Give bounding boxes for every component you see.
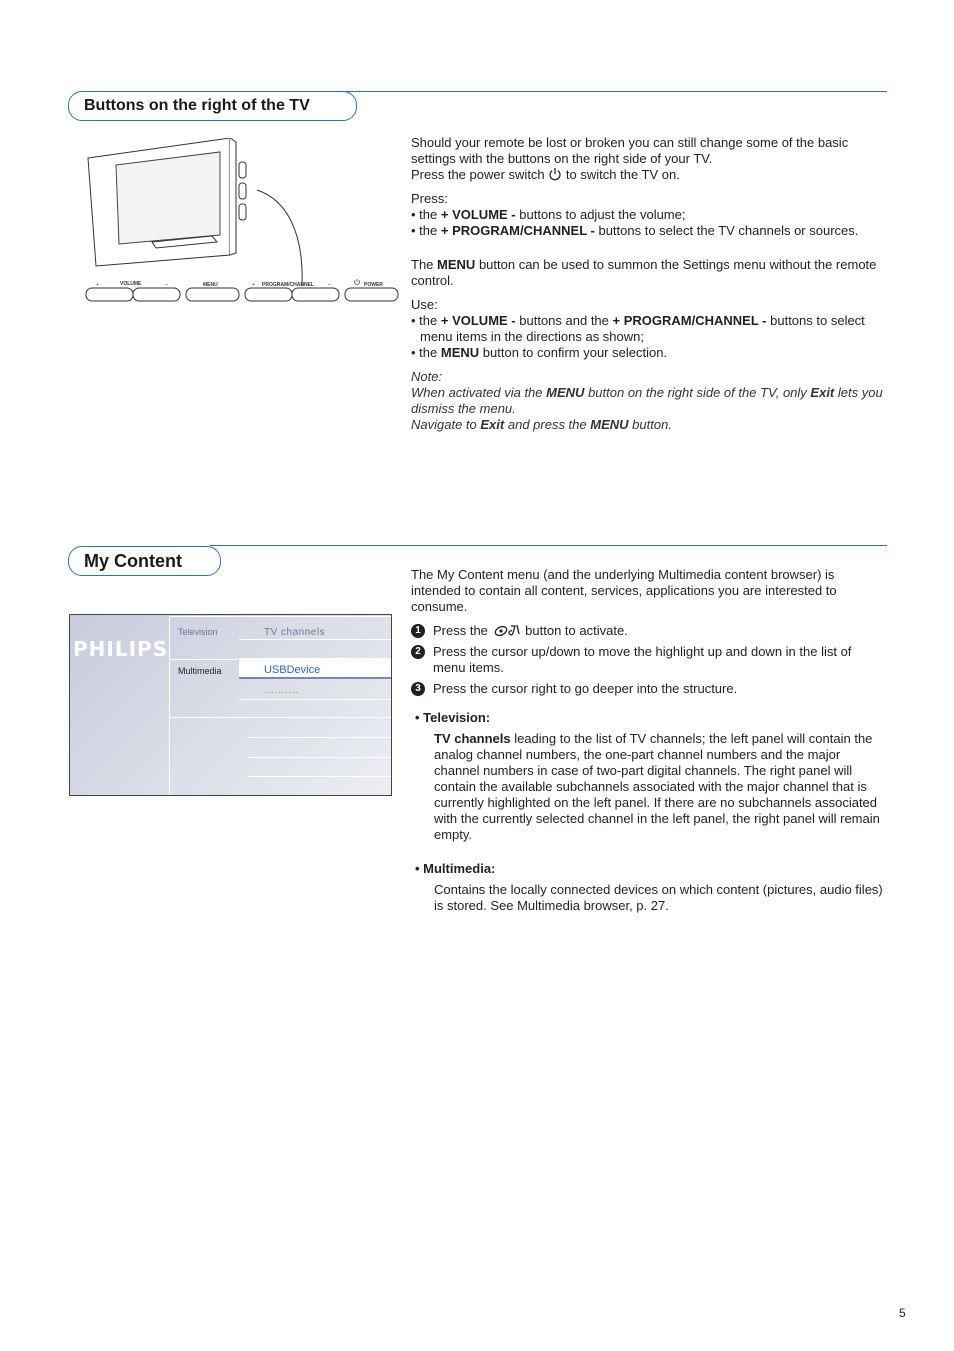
tv-side (230, 138, 236, 255)
step-3: 3 Press the cursor right to go deeper into the structure. (411, 681, 883, 697)
label-program: PROGRAM/CHANNEL (262, 282, 314, 288)
tv-screen (116, 152, 220, 244)
volume-minus-button (86, 288, 133, 301)
my-content-intro: The My Content menu (and the underlying Multimedia content browser) is intended to contain all content, services, applications you are interested to consume. (411, 567, 837, 614)
press-bullet-program: • the + PROGRAM/CHANNEL - buttons to select the TV channels or sources. (411, 223, 859, 238)
section-rule-my-content (210, 545, 887, 546)
philips-logo: PHILIPS (73, 637, 169, 661)
television-description: TV channels leading to the list of TV channels; the left panel will contain the analog channel numbers, the one-part channel numbers and the major channel numbers in case of two-part digital channels. The right panel will contain the available subchannels associated with the major channel that is currently highlighted on the left panel. If there are no subchannels associated with the currently selected channel in the left panel, the right panel will remain empty. (434, 731, 880, 842)
label-minus-1: – (165, 282, 168, 288)
use-bullet-confirm: • the MENU button to confirm your selection. (411, 345, 668, 360)
label-minus-2: – (328, 282, 331, 288)
label-power: POWER (364, 282, 383, 288)
volume-plus-button (133, 288, 180, 301)
program-minus-button (245, 288, 292, 301)
menu-item-placeholder: .......... (264, 685, 300, 695)
buttons-text (411, 135, 883, 433)
intro-paragraph: Should your remote be lost or broken you can still change some of the basic settings with the buttons on the right side of your TV. (411, 135, 849, 166)
multimedia-description: Contains the locally connected devices on which content (pictures, audio files) is stored. See Multimedia browser, p. 27. (434, 882, 883, 913)
menu-item-television: Television (178, 627, 218, 637)
power-switch-icon (548, 167, 562, 181)
label-volume: VOLUME (120, 281, 142, 287)
power-icon (355, 279, 360, 284)
callout-line (257, 190, 302, 286)
section-heading-buttons: Buttons on the right of the TV (68, 91, 357, 121)
step-number-2: 2 (411, 645, 425, 659)
side-button-2 (239, 183, 246, 199)
menu-button (186, 288, 239, 301)
press-bullet-volume: • the + VOLUME - buttons to adjust the volume; (411, 207, 686, 222)
menu-paragraph: The MENU button can be used to summon the Settings menu without the remote control. (411, 257, 877, 288)
note-line-2: Navigate to Exit and press the MENU button. (411, 417, 672, 432)
label-plus-2: + (252, 282, 255, 288)
use-bullet-navigate: • the + VOLUME - buttons and the + PROGRAM/CHANNEL - buttons to select menu items in the directions as shown; (411, 313, 865, 344)
tv-buttons-diagram (82, 138, 402, 308)
multimedia-heading: • Multimedia: (415, 861, 496, 876)
note-line-1: When activated via the MENU button on the right side of the TV, only Exit lets you dismiss the menu. (411, 385, 883, 416)
page-number: 5 (899, 1306, 906, 1320)
press-label: Press: (411, 191, 448, 206)
label-plus-1: + (96, 282, 99, 288)
section-heading-my-content: My Content (68, 546, 221, 576)
menu-item-tv-channels: TV channels (264, 627, 326, 638)
label-menu: MENU (203, 282, 218, 288)
menu-item-usb-device: USBDevice (264, 664, 321, 676)
my-content-text (411, 567, 883, 914)
step-number-1: 1 (411, 624, 425, 638)
note-label: Note: (411, 369, 443, 384)
step-2: 2 Press the cursor up/down to move the highlight up and down in the list of menu items. (411, 644, 883, 676)
power-button (345, 288, 398, 301)
use-label: Use: (411, 297, 438, 312)
menu-item-multimedia: Multimedia (178, 666, 222, 676)
power-line: Press the power switch to switch the TV on. (411, 167, 680, 182)
television-heading: • Television: (415, 710, 491, 725)
step-number-3: 3 (411, 682, 425, 696)
program-plus-button (292, 288, 339, 301)
step-1: 1 Press the button to activate. (411, 623, 883, 639)
side-button-3 (239, 204, 246, 220)
my-content-menu-screenshot (69, 614, 392, 796)
side-button-1 (239, 162, 246, 178)
my-content-button-icon (492, 623, 522, 637)
